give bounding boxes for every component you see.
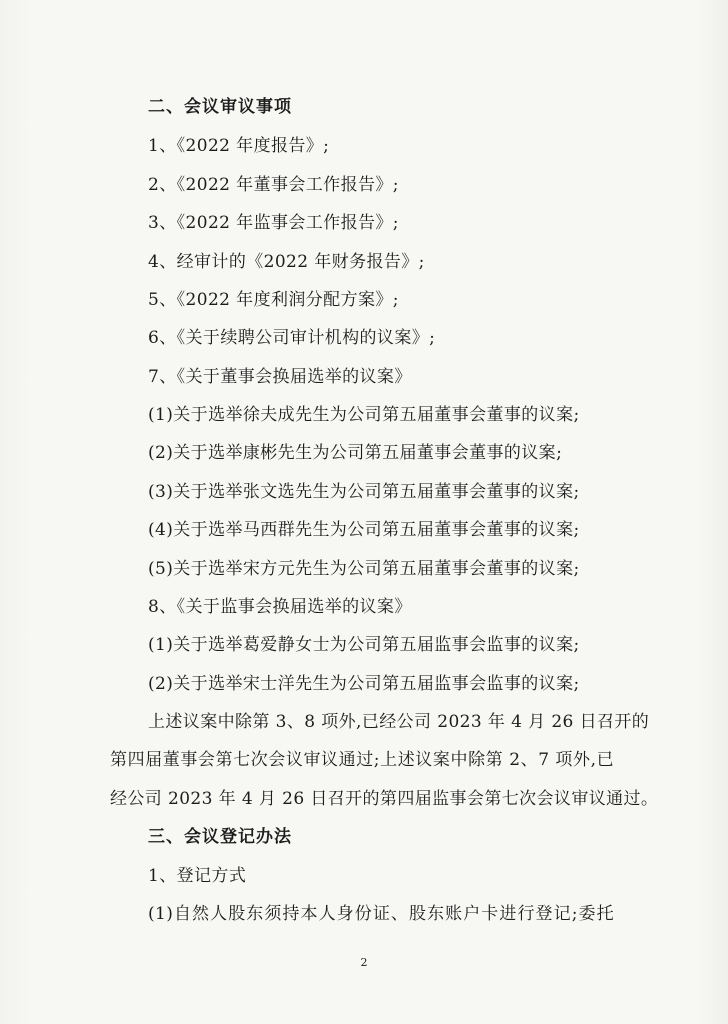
page-number: 2 xyxy=(360,956,368,969)
agenda-item-8: 8、《关于监事会换届选举的议案》 xyxy=(148,597,412,617)
agenda-item-2: 2、《2022 年董事会工作报告》; xyxy=(148,175,399,195)
supervisor-election-subitem-2: (2)关于选举宋士洋先生为公司第五届监事会监事的议案; xyxy=(148,674,580,694)
registration-method-heading: 1、登记方式 xyxy=(148,866,247,886)
agenda-item-1: 1、《2022 年度报告》; xyxy=(148,136,330,156)
board-election-subitem-3: (3)关于选举张文选先生为公司第五届董事会董事的议案; xyxy=(148,482,580,502)
agenda-item-6: 6、《关于续聘公司审计机构的议案》; xyxy=(148,328,436,348)
supervisor-election-subitem-1: (1)关于选举葛爱静女士为公司第五届监事会监事的议案; xyxy=(148,635,580,655)
paragraph-line-2: 第四届董事会第七次会议审议通过;上述议案中除第 2、7 项外,已 xyxy=(110,750,614,770)
agenda-item-3: 3、《2022 年监事会工作报告》; xyxy=(148,213,399,233)
board-election-subitem-1: (1)关于选举徐夫成先生为公司第五届董事会董事的议案; xyxy=(148,405,580,425)
agenda-item-4: 4、经审计的《2022 年财务报告》; xyxy=(148,252,425,272)
board-election-subitem-2: (2)关于选举康彬先生为公司第五届董事会董事的议案; xyxy=(148,443,563,463)
section-heading-registration: 三、会议登记办法 xyxy=(148,827,292,847)
section-heading-review-items: 二、会议审议事项 xyxy=(148,97,292,117)
agenda-item-5: 5、《2022 年度利润分配方案》; xyxy=(148,290,399,310)
board-election-subitem-4: (4)关于选举马西群先生为公司第五届董事会董事的议案; xyxy=(148,520,580,540)
paragraph-line-1: 上述议案中除第 3、8 项外,已经公司 2023 年 4 月 26 日召开的 xyxy=(148,712,650,732)
agenda-item-7: 7、《关于董事会换届选举的议案》 xyxy=(148,367,412,387)
registration-text-line: (1)自然人股东须持本人身份证、股东账户卡进行登记;委托 xyxy=(148,904,614,924)
paragraph-line-3: 经公司 2023 年 4 月 26 日召开的第四届监事会第七次会议审议通过。 xyxy=(110,789,659,809)
board-election-subitem-5: (5)关于选举宋方元先生为公司第五届董事会董事的议案; xyxy=(148,559,580,579)
